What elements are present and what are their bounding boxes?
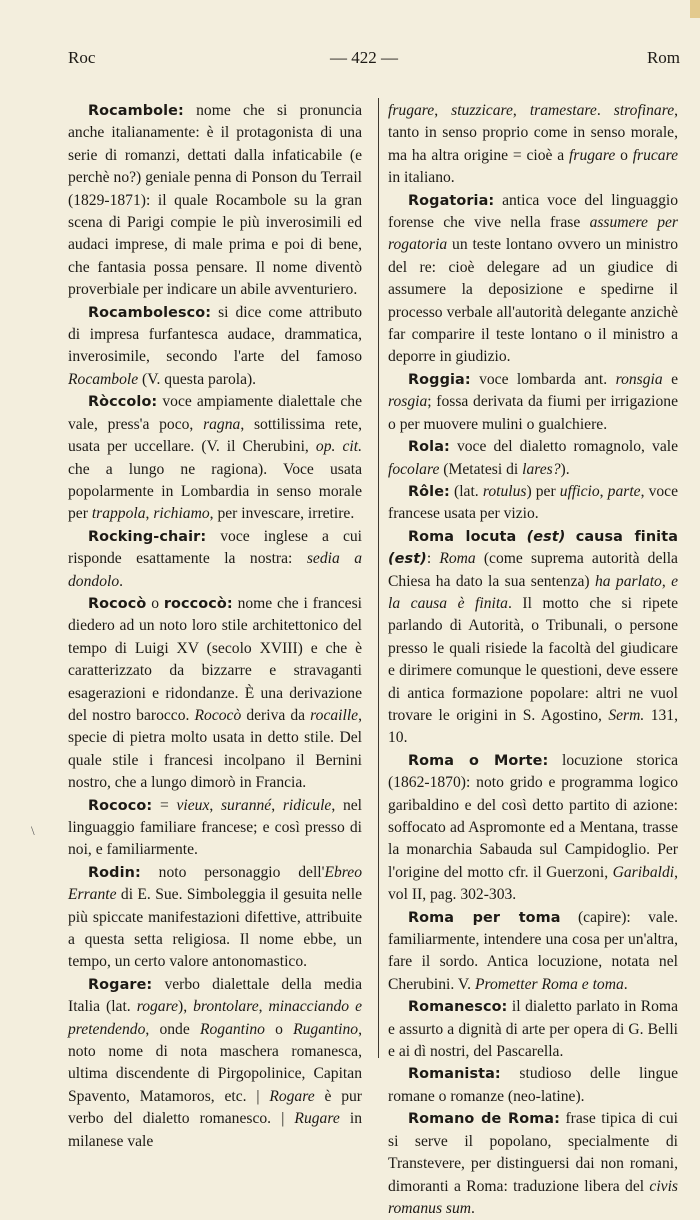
italic-text: brontolare bbox=[193, 998, 259, 1016]
dictionary-entry bbox=[388, 1063, 678, 1108]
headword: Rola: bbox=[408, 439, 450, 456]
italic-text: ha parlato bbox=[594, 572, 662, 590]
entry-text: studioso delle lingue romane o romanze (neo-latine). bbox=[388, 1065, 678, 1105]
dictionary-entry bbox=[388, 526, 678, 750]
italic-text: vieux bbox=[176, 796, 210, 814]
dictionary-entry bbox=[388, 907, 678, 997]
entry-text: , tanto in senso proprio come in senso morale, ma ha altra origine = cioè a bbox=[388, 102, 679, 164]
italic-text: Roma bbox=[439, 550, 476, 568]
entry-text: , per invescare, irretire. bbox=[209, 505, 355, 523]
entry-text: , bbox=[271, 796, 283, 814]
italic-text: tramestare bbox=[529, 102, 597, 119]
italic-text: sedia a dondolo bbox=[68, 550, 362, 590]
italic-text: ridicule bbox=[282, 796, 332, 814]
headword: roccocò: bbox=[163, 595, 233, 612]
headword: Roma per toma bbox=[408, 909, 561, 926]
entry-text: . bbox=[623, 975, 628, 993]
column-divider bbox=[378, 98, 379, 1058]
italic-text: strofinare bbox=[613, 102, 675, 119]
headword: Rôle: bbox=[408, 483, 450, 500]
entry-text: , bbox=[661, 572, 672, 590]
entry-text: , vol II, pag. 302-303. bbox=[388, 863, 678, 904]
entry-text: . bbox=[596, 102, 614, 119]
headword: Rocambolesco: bbox=[88, 304, 212, 321]
italic-text: ragna bbox=[203, 415, 241, 433]
headword: Rogatoria: bbox=[408, 192, 495, 209]
dictionary-entry bbox=[388, 996, 678, 1063]
headword: Romanesco: bbox=[408, 999, 508, 1016]
entry-text: . bbox=[471, 1199, 475, 1217]
dictionary-entry bbox=[68, 795, 362, 862]
italic-text: Prometter Roma e toma bbox=[474, 975, 624, 993]
italic-text: rocaille bbox=[310, 706, 359, 724]
entry-text: , bbox=[434, 102, 452, 119]
entry-text: , bbox=[145, 505, 154, 523]
italic-text: rotulus bbox=[482, 482, 527, 500]
headword: Rodin: bbox=[88, 864, 141, 881]
headword: Roggia: bbox=[408, 371, 471, 388]
dictionary-entry bbox=[388, 481, 678, 526]
entry-text: , nel linguaggio familiare francese; e così presso di noi, e familiarmente. bbox=[68, 796, 363, 859]
entry-text: e bbox=[662, 370, 678, 388]
dictionary-entry bbox=[68, 974, 362, 1153]
italic-text: rosgia bbox=[388, 393, 428, 411]
entry-text: , bbox=[512, 102, 530, 119]
entry-text: = bbox=[152, 796, 177, 814]
entry-text: : bbox=[426, 550, 440, 568]
italic-text: Ebreo Errante bbox=[68, 863, 362, 904]
headword: Rococò bbox=[88, 595, 147, 612]
italic-text: ufficio bbox=[559, 482, 600, 500]
headword: Rogare: bbox=[88, 976, 153, 993]
entry-text: , noto nome di nota maschera romanesca, ultima discendente di Pirgopolinice, Capitan Spavento, Matamoros, etc. | bbox=[68, 1020, 362, 1105]
entry-text: 131, 10. bbox=[388, 706, 678, 747]
entry-text bbox=[516, 528, 526, 545]
dictionary-entry bbox=[68, 526, 362, 593]
headword: Ròccolo: bbox=[88, 394, 158, 411]
italic-text: Rocambole bbox=[68, 370, 139, 388]
page-number: — 422 — bbox=[330, 48, 398, 67]
entry-text: è pur verbo del dialetto romanesco. | bbox=[68, 1087, 362, 1128]
headword: Rocambole: bbox=[88, 103, 184, 119]
headword: Rococo: bbox=[88, 797, 153, 814]
dictionary-entry bbox=[388, 1108, 678, 1220]
entry-text: nome che si pronuncia anche italianamente: è il protagonista di una serie di romanzi, dettati dalla infaticabile (e perchè no?) geniale penna di Ponson du Terrail (1829-1871): il quale Rocambole su la gran scena di Parigi compie le più inverosimili ed audaci imprese, di male prima e poi di bene, che fantasia possa pensare. Il nome diventò proverbiale per indicare un abile avventuriero. bbox=[68, 102, 362, 299]
italic-text: assumere per rogatoria bbox=[388, 214, 678, 254]
entry-text: , bbox=[209, 796, 221, 814]
left-column bbox=[68, 100, 362, 1153]
entry-text: voce inglese a cui risponde esattamente la nostra: bbox=[68, 527, 362, 568]
dictionary-entry bbox=[388, 100, 678, 190]
dictionary-entry bbox=[68, 593, 362, 795]
italic-text: e la causa è finita bbox=[388, 572, 679, 612]
entry-text: , onde bbox=[145, 1020, 200, 1038]
entry-text: di E. Sue. Simboleggia il gesuita nelle più spiccate manifestazioni difettive, attribuite a questa setta religiosa. Il nome ebbe, un tempo, un certo valore antonomastico. bbox=[68, 886, 362, 971]
entry-text: . Il motto che si ripete parlando di Autorità, o Tribunali, o persone presso le quali risiede la facoltà del giudicare e dirimere comunque le questioni, deve essere di antica formazione popolare: altri ne vuol trovare le origini in S. Agostino, bbox=[388, 594, 678, 724]
entry-text: che a lungo ne ragiona). Voce usata popolarmente in Lombardia in senso morale per bbox=[68, 460, 362, 523]
headword: Rocking-chair: bbox=[88, 528, 207, 545]
entry-text: , sottilissima rete, usata per uccellare. (V. il Cherubini, bbox=[68, 415, 362, 456]
dictionary-entry bbox=[388, 190, 678, 369]
entry-text: o bbox=[264, 1020, 294, 1038]
entry-text: noto personaggio dell' bbox=[140, 863, 325, 881]
headword: Romanista: bbox=[408, 1066, 501, 1083]
margin-mark: \ bbox=[31, 823, 35, 838]
entry-text: voce del dialetto romagnolo, vale bbox=[449, 438, 678, 456]
entry-text: (come suprema autorità della Chiesa ha dato la sua sentenza) bbox=[388, 550, 678, 590]
italic-text: parte bbox=[607, 482, 641, 500]
entry-text: , voce francese usata per vizio. bbox=[388, 482, 679, 523]
italic-text: trappola bbox=[91, 505, 146, 523]
entry-text: si dice come attributo di impresa furfantesca audace, drammatica, inverosimile, secondo l'arte del famoso bbox=[68, 303, 362, 366]
dictionary-entry bbox=[388, 369, 678, 436]
entry-text: frase tipica di cui si serve il popolano, specialmente di Transtevere, per distinguersi dai non romani, dimoranti a Roma: traduzione libera del bbox=[388, 1110, 678, 1195]
entry-text: voce ampiamente dialettale che vale, press'a poco, bbox=[68, 393, 362, 433]
entry-text: nome che i francesi diedero ad un noto loro stile architettonico del tempo di Luigi XV (secolo XVIII) e che è caratterizzato da bizzarre e stravaganti esagerazioni e ridondanze. È una derivazione del nostro barocco. bbox=[68, 594, 362, 724]
entry-text: in italiano. bbox=[388, 169, 455, 187]
entry-text bbox=[565, 528, 575, 545]
entry-text: (Metatesi di bbox=[439, 460, 523, 478]
italic-text: stuzzicare bbox=[451, 102, 513, 119]
italic-text: frugare bbox=[388, 102, 435, 119]
italic-text: Rugantino bbox=[293, 1020, 359, 1038]
dictionary-entry bbox=[68, 391, 362, 525]
italic-text: focolare bbox=[388, 460, 440, 478]
italic-text: op. cit. bbox=[315, 438, 362, 456]
entry-text: (V. questa parola). bbox=[138, 370, 257, 388]
entry-text: il dialetto parlato in Roma e assurto a dignità di arte per opera di G. Belli e ai dì nostri, del Pascarella. bbox=[388, 998, 678, 1061]
italic-text: rogare bbox=[136, 998, 178, 1016]
italic-text: Rococò bbox=[194, 706, 242, 724]
page-corner-stain bbox=[690, 0, 700, 18]
right-column bbox=[388, 100, 678, 1220]
italic-text: Rogantino bbox=[199, 1020, 265, 1038]
dictionary-entry bbox=[388, 750, 678, 907]
dictionary-entry bbox=[388, 436, 678, 481]
italic-text: Rugare bbox=[294, 1110, 340, 1128]
headword-italic: (est) bbox=[526, 528, 566, 545]
entry-text: (capire): vale. familiarmente, intendere una cosa per un'altra, fare il sordo. Antica locuzione, notata nel Cherubini. V. bbox=[388, 908, 678, 993]
dictionary-entry bbox=[68, 302, 362, 392]
headword: Roma locuta bbox=[408, 528, 517, 545]
italic-text: lares? bbox=[522, 460, 561, 478]
page-header bbox=[68, 48, 680, 72]
dictionary-entry bbox=[68, 862, 362, 974]
entry-text: , bbox=[599, 482, 608, 500]
header-left-guideword: Roc bbox=[68, 48, 96, 67]
entry-text: ) per bbox=[526, 482, 560, 500]
entry-text: o bbox=[615, 146, 633, 164]
entry-text: in milanese vale bbox=[68, 1110, 362, 1150]
italic-text: ronsgia bbox=[615, 370, 663, 388]
italic-text: richiamo bbox=[153, 505, 210, 523]
italic-text: Rogare bbox=[269, 1087, 315, 1105]
entry-text: , bbox=[258, 998, 269, 1016]
header-right-guideword: Rom bbox=[646, 48, 680, 67]
entry-text: antica voce del linguaggio forense che vive nella frase bbox=[388, 191, 678, 232]
dictionary-entry bbox=[68, 100, 362, 302]
entry-text: o bbox=[146, 594, 164, 612]
entry-text: ). bbox=[560, 460, 570, 478]
entry-text: (lat. bbox=[449, 482, 483, 500]
entry-text: un teste lontano ovvero un ministro del re: cioè delegare ad un giudice di assumere la deposizione e spedirne il processo verbale all'autorità delegante anzichè far comparire il teste lontano o il ministro a deporre in giudizio. bbox=[388, 236, 678, 366]
entry-text: , specie di pietra molto usata in detto stile. Del quale stile i francesi incolpano il Bernini nostro, che a lungo dimorò in Francia. bbox=[68, 706, 362, 792]
headword: causa finita bbox=[575, 528, 679, 545]
entry-text: ), bbox=[178, 998, 194, 1016]
italic-text: frugare bbox=[569, 146, 616, 164]
italic-text: Serm. bbox=[608, 706, 645, 724]
entry-text: ; fossa derivata da fiumi per irrigazione o per muovere mulini o gualchiere. bbox=[388, 393, 678, 433]
entry-text: . bbox=[119, 572, 124, 590]
entry-text: voce lombarda ant. bbox=[470, 370, 616, 388]
italic-text: civis romanus sum bbox=[388, 1177, 678, 1217]
italic-text: minacciando e pretendendo bbox=[68, 998, 363, 1038]
entry-text: verbo dialettale della media Italia (lat. bbox=[68, 975, 362, 1016]
headword: Roma o Morte: bbox=[408, 752, 549, 769]
italic-text: Garibaldi bbox=[612, 863, 675, 881]
italic-text: frucare bbox=[632, 146, 679, 164]
italic-text: suranné bbox=[220, 796, 272, 814]
headword: Romano de Roma: bbox=[408, 1111, 560, 1128]
entry-text: deriva da bbox=[241, 706, 311, 724]
entry-text: locuzione storica (1862-1870): noto grido e programma logico garibaldino e del così detto partito di azione: soffocato ad Aspromonte ed a Mentana, trasse la monarchia Sabauda sul Campidoglio. Per l'origine del motto cfr. il Guerzoni, bbox=[388, 751, 678, 881]
headword-italic: (est) bbox=[388, 551, 427, 568]
